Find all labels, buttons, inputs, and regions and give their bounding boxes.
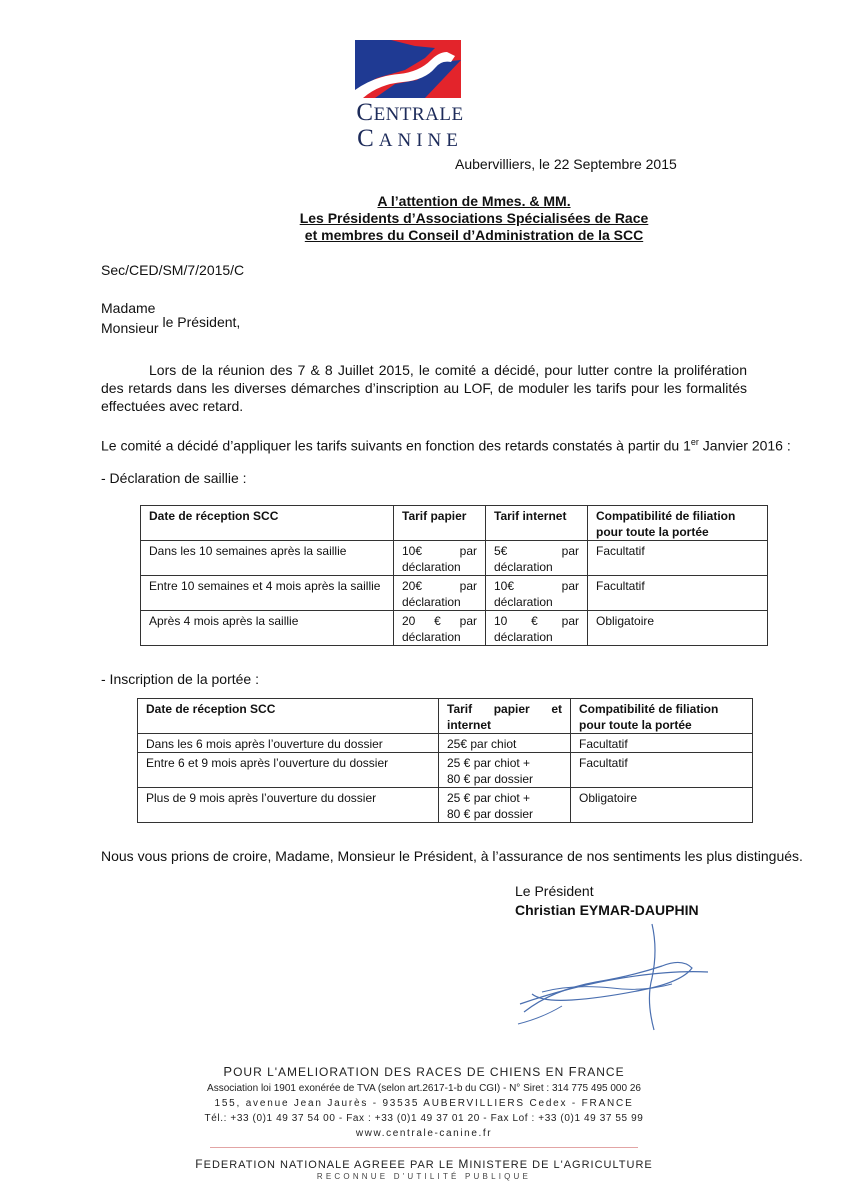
logo-wordmark <box>340 100 480 151</box>
portee-tariff-table <box>137 698 753 823</box>
table-cell-tarif: 25 € par chiot + 80 € par dossier <box>439 753 571 788</box>
logo-line-2: CANINE <box>357 125 463 152</box>
table-cell-internet: 5€ par déclaration <box>486 541 588 576</box>
table-row <box>141 576 768 611</box>
table-row <box>138 788 753 823</box>
table-cell-date: Entre 10 semaines et 4 mois après la saillie <box>141 576 394 611</box>
table-header-cell: Tarif papier <box>394 506 486 541</box>
table-cell-compat: Facultatif <box>588 576 768 611</box>
section-heading-saillie: - Déclaration de saillie : <box>101 470 247 486</box>
table-row <box>138 734 753 753</box>
body-paragraph-2: Le comité a décidé d’appliquer les tarifs suivants en fonction des retards constatés à partir du 1er Janvier 2016 : <box>101 437 791 454</box>
table-cell-tarif: 25€ par chiot <box>439 734 571 753</box>
table-cell-tarif: 25 € par chiot + 80 € par dossier <box>439 788 571 823</box>
footer-legal: Association loi 1901 exonérée de TVA (selon art.2617-1-b du CGI) - N° Siret : 314 775 495 000 26 <box>207 1083 641 1094</box>
footer-website: www.centrale-canine.fr <box>355 1128 493 1139</box>
saillie-tariff-table <box>140 505 768 646</box>
table-cell-compat: Facultatif <box>588 541 768 576</box>
table-row <box>138 753 753 788</box>
centrale-canine-logo-icon <box>355 40 461 98</box>
table-cell-compat: Facultatif <box>571 734 753 753</box>
footer-address: 155, avenue Jean Jaurès - 93535 AUBERVILLIERS Cedex - FRANCE <box>214 1098 634 1109</box>
table-cell-date: Dans les 6 mois après l’ouverture du dossier <box>138 734 439 753</box>
salutation-monsieur: Monsieur <box>101 320 159 336</box>
recipients-line-3: et membres du Conseil d’Administration de la SCC <box>304 227 644 243</box>
table-cell-papier: 20 € par déclaration <box>394 611 486 646</box>
footer-federation: FEDERATION NATIONALE AGREEE PAR LE MINISTERE DE L'AGRICULTURE <box>195 1157 653 1171</box>
table-header-cell: Compatibilité de filiation pour toute la portée <box>588 506 768 541</box>
footer-phones: Tél.: +33 (0)1 49 37 54 00 - Fax : +33 (0)1 49 37 01 20 - Fax Lof : +33 (0)1 49 37 55 99 <box>204 1113 644 1124</box>
date-line: Aubervilliers, le 22 Septembre 2015 <box>455 156 677 172</box>
salutation-president: le Président, <box>162 314 241 330</box>
section-heading-portee: - Inscription de la portée : <box>101 671 259 687</box>
table-cell-date: Plus de 9 mois après l’ouverture du dossier <box>138 788 439 823</box>
footer-divider <box>210 1147 638 1148</box>
table-header-row <box>141 506 768 541</box>
table-cell-compat: Obligatoire <box>571 788 753 823</box>
signer-title: Le Président <box>515 883 594 899</box>
table-header-cell: Tarif papier et internet <box>439 699 571 734</box>
recipients-line-1: A l’attention de Mmes. & MM. <box>377 193 571 209</box>
footer-public-utility: RECONNUE D'UTILITÉ PUBLIQUE <box>316 1172 532 1181</box>
recipients-line-2: Les Présidents d’Associations Spécialisées de Race <box>299 210 649 226</box>
table-cell-date: Entre 6 et 9 mois après l’ouverture du dossier <box>138 753 439 788</box>
recipients-block <box>100 193 848 244</box>
signer-name: Christian EYMAR-DAUPHIN <box>515 902 699 918</box>
logo-line-1: CENTRALE <box>356 99 464 126</box>
table-cell-compat: Facultatif <box>571 753 753 788</box>
table-cell-internet: 10€ par déclaration <box>486 576 588 611</box>
table-cell-date: Dans les 10 semaines après la saillie <box>141 541 394 576</box>
table-row <box>141 611 768 646</box>
table-cell-date: Après 4 mois après la saillie <box>141 611 394 646</box>
table-header-cell: Compatibilité de filiation pour toute la portée <box>571 699 753 734</box>
table-header-cell: Date de réception SCC <box>138 699 439 734</box>
table-cell-compat: Obligatoire <box>588 611 768 646</box>
table-header-cell: Tarif internet <box>486 506 588 541</box>
footer-motto: POUR L'AMELIORATION DES RACES DE CHIENS EN FRANCE <box>223 1064 625 1079</box>
table-header-row <box>138 699 753 734</box>
body-paragraph-1: Lors de la réunion des 7 & 8 Juillet 2015, le comité a décidé, pour lutter contre la prolifération des retards dans les diverses démarches d’inscription au LOF, de moduler les tarifs pour les formalités effectuées avec retard. <box>101 362 747 414</box>
table-cell-internet: 10 € par déclaration <box>486 611 588 646</box>
table-row <box>141 541 768 576</box>
salutation-line-2 <box>101 314 241 336</box>
table-cell-papier: 20€ par déclaration <box>394 576 486 611</box>
salutation-line-1: Madame <box>101 300 156 316</box>
closing-paragraph: Nous vous prions de croire, Madame, Monsieur le Président, à l’assurance de nos sentiments les plus distingués. <box>101 848 803 864</box>
table-header-cell: Date de réception SCC <box>141 506 394 541</box>
reference-number: Sec/CED/SM/7/2015/C <box>101 262 245 278</box>
handwritten-signature-icon <box>512 920 712 1035</box>
table-cell-papier: 10€ par déclaration <box>394 541 486 576</box>
